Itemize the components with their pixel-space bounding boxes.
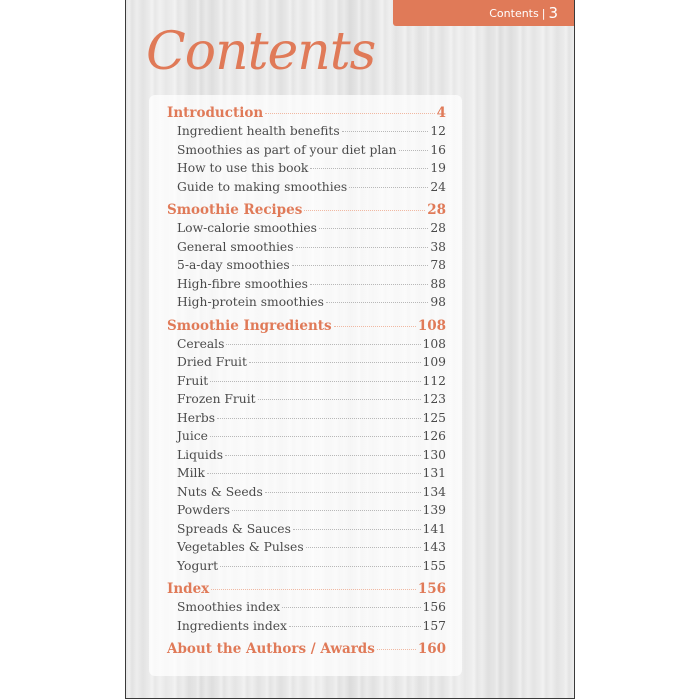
header-separator: | [541,6,546,20]
toc-entry[interactable] [167,124,446,143]
dot-leader [210,436,421,437]
toc-entry-page: 88 [430,276,446,291]
dot-leader [220,566,420,567]
dot-leader [217,418,420,419]
toc-entry-label: Liquids [177,447,224,462]
toc-entry[interactable] [167,143,446,162]
toc-entry[interactable] [167,337,446,356]
dot-leader [249,362,421,363]
toc-section-label: Smoothie Recipes [167,202,303,218]
toc-section-label: Index [167,581,210,597]
toc-entry-page: 141 [422,521,446,536]
dot-leader [289,626,421,627]
toc-entry-page: 109 [422,355,446,369]
toc-entry[interactable] [167,503,446,522]
page-header-band [393,0,574,26]
toc-entry-label: 5-a-day smoothies [177,258,290,272]
toc-entry[interactable] [167,355,446,374]
toc-entry-label: How to use this book [177,161,309,175]
dot-leader [265,113,434,114]
dot-leader [282,607,420,608]
toc-entry-page: 19 [430,161,446,175]
toc-entry-label: Frozen Fruit [177,392,256,406]
toc-entry[interactable] [167,466,446,485]
toc-section-entry[interactable] [167,641,446,660]
toc-entry-label: Powders [177,503,231,517]
toc-entry-page: 157 [422,618,446,633]
dot-leader [210,381,420,382]
toc-entry-page: 131 [422,466,446,480]
book-page [125,0,575,699]
toc-entry-page: 126 [422,429,446,443]
dot-leader [377,649,416,650]
toc-entry-page: 139 [422,503,446,517]
toc-entry-page: 16 [430,142,446,157]
dot-leader [225,455,421,456]
toc-section-label: Introduction [167,105,264,121]
toc-entry-page: 134 [422,484,446,499]
toc-entry-label: Smoothies as part of your diet plan [177,142,397,157]
toc-section-entry[interactable] [167,105,446,124]
toc-entry-label: Vegetables & Pulses [177,540,304,554]
dot-leader [334,326,416,327]
toc-entry[interactable] [167,161,446,180]
dot-leader [304,210,425,211]
toc-entry[interactable] [167,559,446,578]
toc-entry[interactable] [167,429,446,448]
dot-leader [292,265,429,266]
toc-entry-label: Ingredient health benefits [177,124,340,138]
toc-entry-label: Low-calorie smoothies [177,221,317,235]
dot-leader [319,228,428,229]
toc-entry-page: 155 [422,558,446,573]
toc-entry[interactable] [167,392,446,411]
toc-entry[interactable] [167,295,446,314]
toc-section-page: 160 [417,641,446,657]
toc-entry-label: High-protein smoothies [177,295,324,309]
toc-section-page: 28 [427,202,446,218]
dot-leader [211,589,416,590]
header-section-label: Contents [489,6,539,20]
toc-entry-page: 78 [430,258,446,272]
toc-section-page: 156 [417,581,446,597]
toc-entry[interactable] [167,448,446,467]
dot-leader [265,492,421,493]
toc-entry-label: Yogurt [177,558,219,573]
toc-panel [149,95,462,676]
header-page-number: 3 [548,4,558,22]
toc-entry-label: Ingredients index [177,618,287,633]
dot-leader [399,150,429,151]
dot-leader [232,510,420,511]
toc-entry-label: Spreads & Sauces [177,521,291,536]
toc-entry-label: Milk [177,466,205,480]
dot-leader [310,168,428,169]
toc-entry[interactable] [167,374,446,393]
toc-section-entry[interactable] [167,202,446,221]
toc-entry-label: Herbs [177,410,216,425]
toc-entry-label: Fruit [177,373,209,388]
toc-entry-label: Dried Fruit [177,355,247,369]
toc-entry[interactable] [167,258,446,277]
toc-entry-page: 24 [430,179,446,194]
dot-leader [226,344,420,345]
dot-leader [293,529,421,530]
toc-entry[interactable] [167,522,446,541]
toc-entry-label: General smoothies [177,239,294,254]
toc-section-entry[interactable] [167,581,446,600]
toc-section-label: About the Authors / Awards [167,641,375,657]
dot-leader [207,473,421,474]
toc-entry-label: Guide to making smoothies [177,179,348,194]
toc-entry-label: Cereals [177,336,225,351]
page-title: Contents [146,22,376,82]
toc-entry[interactable] [167,485,446,504]
toc-entry-page: 123 [422,392,446,406]
toc-entry[interactable] [167,180,446,199]
toc-entry-page: 12 [430,124,446,138]
toc-section-entry[interactable] [167,318,446,337]
toc-entry-page: 38 [430,239,446,254]
dot-leader [349,187,428,188]
toc-entry[interactable] [167,240,446,259]
toc-entry-page: 143 [422,540,446,554]
dot-leader [306,547,421,548]
toc-section-label: Smoothie Ingredients [167,317,332,334]
toc-entry-page: 112 [422,373,446,388]
toc-entry-page: 125 [422,410,446,425]
toc-section-page: 108 [417,317,446,334]
dot-leader [342,131,429,132]
toc-entry-label: Smoothies index [177,600,281,614]
toc-entry-page: 98 [430,295,446,309]
toc-entry-label: Juice [177,429,208,443]
toc-entry[interactable] [167,600,446,619]
toc-entry[interactable] [167,221,446,240]
toc-entry[interactable] [167,411,446,430]
toc-entry-label: High-fibre smoothies [177,276,308,291]
toc-entry[interactable] [167,277,446,296]
dot-leader [326,302,428,303]
toc-entry-label: Nuts & Seeds [177,484,263,499]
toc-entry[interactable] [167,540,446,559]
dot-leader [258,399,421,400]
toc-entry-page: 130 [422,447,446,462]
toc-entry-page: 108 [422,336,446,351]
toc-entry-page: 28 [430,221,446,235]
dot-leader [296,247,429,248]
toc-entry[interactable] [167,619,446,638]
toc-entry-page: 156 [422,600,446,614]
toc-section-page: 4 [436,105,446,121]
dot-leader [310,284,428,285]
